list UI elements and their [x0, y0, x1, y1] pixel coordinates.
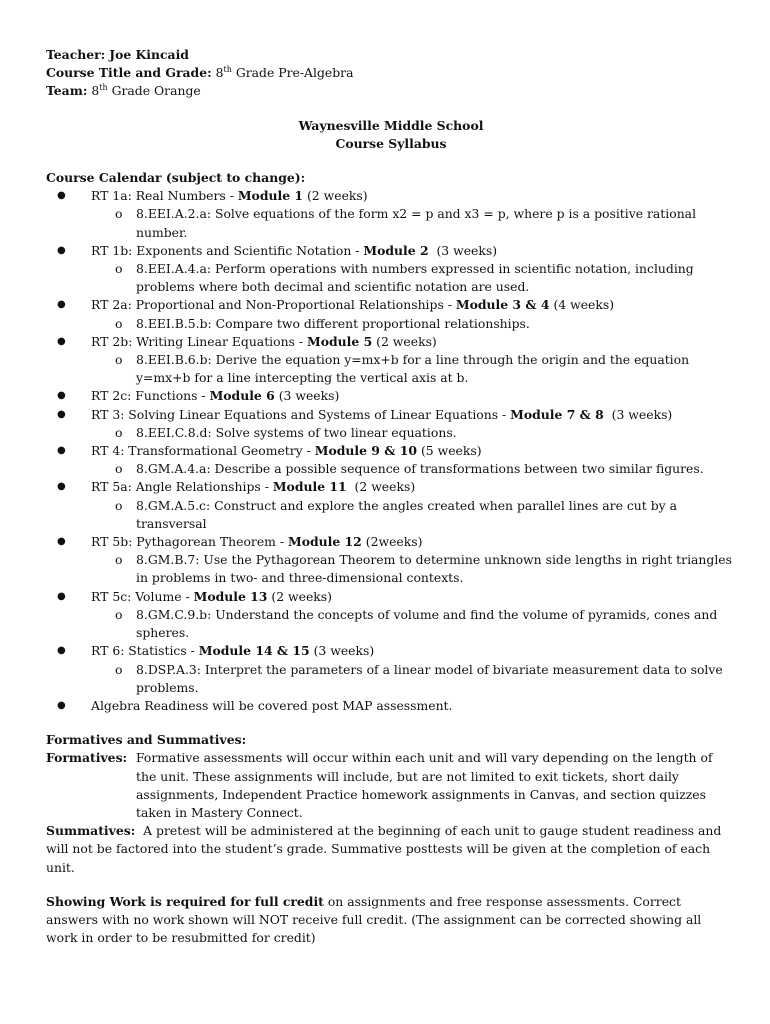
- standard-list: [91, 551, 736, 587]
- standard-item: o 8.EEI.A.2.a: Solve equations of the form x2 = p and x3 = p, where p is a positive rational number.: [91, 205, 736, 241]
- summatives-label: Summatives:: [46, 823, 136, 839]
- assessments-heading: Formatives and Summatives:: [46, 732, 247, 748]
- unit-title: RT 3: Solving Linear Equations and Systems of Linear Equations -: [91, 406, 511, 422]
- unit-module: Module 11: [272, 479, 347, 495]
- showing-work-bold: Showing Work is required for full credit: [46, 893, 324, 909]
- course-label: Course Title and Grade:: [46, 65, 212, 81]
- course-grade-num: 8: [215, 65, 224, 81]
- unit-title: RT 5c: Volume -: [91, 588, 194, 604]
- formatives-label: Formatives:: [46, 750, 128, 766]
- unit-title: RT 2a: Proportional and Non-Proportional Relationships -: [91, 297, 456, 313]
- unit-module: Module 3 & 4: [455, 297, 550, 313]
- team-label: Team:: [46, 83, 88, 99]
- unit-duration: (3 weeks): [309, 643, 375, 659]
- unit-module: Module 2: [363, 242, 429, 258]
- unit-item: [46, 406, 736, 442]
- unit-item: [46, 588, 736, 643]
- standard-item: o 8.GM.B.7: Use the Pythagorean Theorem to determine unknown side lengths in right triangles in problems in two- and three-dimensional contexts.: [91, 551, 736, 587]
- unit-duration: (2 weeks): [372, 333, 437, 349]
- unit-item: [46, 478, 736, 533]
- unit-duration: (2 weeks): [346, 479, 416, 495]
- unit-item: [46, 442, 736, 478]
- unit-module: Module 6: [209, 388, 275, 404]
- unit-list: [46, 187, 736, 715]
- course-line: [46, 64, 736, 82]
- formatives-block: [46, 749, 736, 822]
- team-grade-sup: th: [99, 83, 108, 93]
- unit-module: Module 9 & 10: [314, 443, 417, 459]
- standard-item: o 8.GM.C.9.b: Understand the concepts of volume and find the volume of pyramids, cones and spheres.: [91, 606, 736, 642]
- formatives-text: Formative assessments will occur within each unit and will vary depending on the length of the unit. These assignments will include, but are not limited to exit tickets, short daily assignments, Independent Practice homework assignments in Canvas, and section quizzes taken in Mastery Connect.: [136, 750, 713, 820]
- course-grade-sup: th: [223, 65, 232, 75]
- unit-duration: (3 weeks): [274, 388, 340, 404]
- standard-list: [91, 351, 736, 387]
- unit-title: RT 1a: Real Numbers -: [91, 188, 238, 204]
- unit-item: [46, 333, 736, 388]
- standard-list: [91, 661, 736, 697]
- unit-module: Module 14 & 15: [198, 643, 310, 659]
- standard-item: o 8.GM.A.4.a: Describe a possible sequence of transformations between two similar figures.: [91, 460, 736, 478]
- summatives-text: A pretest will be administered at the beginning of each unit to gauge student readiness and will not be factored into the student’s grade. Summative posttests will be given at the completion of each unit.: [46, 823, 722, 875]
- unit-title: RT 1b: Exponents and Scientific Notation -: [91, 242, 364, 258]
- unit-duration: (2 weeks): [267, 588, 332, 604]
- teacher-label: Teacher:: [46, 47, 106, 62]
- school-name: Waynesville Middle School: [298, 117, 484, 133]
- calendar-heading: Course Calendar (subject to change):: [46, 170, 306, 186]
- unit-title: RT 5a: Angle Relationships -: [91, 479, 273, 495]
- unit-module: Module 7 & 8: [510, 406, 604, 422]
- unit-item: [46, 387, 736, 405]
- standard-list: [91, 460, 736, 478]
- standard-item: o 8.EEI.A.4.a: Perform operations with numbers expressed in scientific notation, including problems where both decimal and scientific notation are used.: [91, 260, 736, 296]
- unit-module: Module 5: [307, 333, 373, 349]
- standard-item: o 8.GM.A.5.c: Construct and explore the angles created when parallel lines are cut by a transversal: [91, 497, 736, 533]
- unit-module: Module 12: [288, 534, 362, 550]
- teacher-name: Joe Kincaid: [109, 47, 189, 62]
- unit-title: RT 6: Statistics -: [91, 643, 199, 659]
- unit-title: RT 2c: Functions -: [91, 388, 210, 404]
- unit-duration: (3 weeks): [603, 406, 673, 422]
- showing-work-paragraph: [46, 893, 736, 948]
- unit-duration: (3 weeks): [428, 242, 498, 258]
- standard-list: [91, 205, 736, 241]
- unit-title: RT 4: Transformational Geometry -: [91, 443, 315, 459]
- teacher-line: [46, 46, 736, 64]
- unit-duration: (5 weeks): [417, 443, 482, 459]
- standard-list: [91, 315, 736, 333]
- unit-item: [46, 697, 736, 715]
- unit-item: [46, 296, 736, 332]
- team-line: [46, 82, 736, 100]
- unit-title: RT 2b: Writing Linear Equations -: [91, 333, 308, 349]
- unit-item: [46, 533, 736, 588]
- unit-item: [46, 242, 736, 297]
- unit-duration: (4 weeks): [549, 297, 615, 313]
- standard-list: [91, 606, 736, 642]
- unit-duration: (2weeks): [361, 534, 423, 550]
- showing-work-text: on assignments and free response assessments. Correct answers with no work shown will NOT receive full credit. (The assignment can be corrected showing all work in order to be resubmitted for credit): [46, 893, 702, 946]
- team-grade-rest: Grade Orange: [111, 83, 201, 99]
- standard-item: o 8.EEI.B.5.b: Compare two different proportional relationships.: [91, 315, 736, 333]
- document-title: Course Syllabus: [335, 135, 447, 151]
- syllabus-page: [46, 46, 736, 947]
- summatives-block: [46, 822, 736, 877]
- standard-list: [91, 260, 736, 296]
- standard-list: [91, 497, 736, 533]
- unit-item: [46, 642, 736, 697]
- course-grade-rest: Grade Pre-Algebra: [235, 65, 354, 81]
- team-grade-num: 8: [91, 83, 100, 99]
- unit-module: Module 13: [193, 588, 268, 604]
- unit-title: Algebra Readiness will be covered post MAP assessment.: [91, 697, 453, 713]
- standard-item: o 8.EEI.C.8.d: Solve systems of two linear equations.: [91, 424, 736, 442]
- unit-module: Module 1: [237, 188, 304, 204]
- unit-item: [46, 187, 736, 242]
- unit-title: RT 5b: Pythagorean Theorem -: [91, 534, 288, 550]
- standard-item: o 8.EEI.B.6.b: Derive the equation y=mx+b for a line through the origin and the equation y=mx+b for a line intercepting the vertical axis at b.: [91, 351, 736, 387]
- standard-list: [91, 424, 736, 442]
- unit-duration: (2 weeks): [303, 188, 368, 204]
- standard-item: o 8.DSP.A.3: Interpret the parameters of a linear model of bivariate measurement data to solve problems.: [91, 661, 736, 697]
